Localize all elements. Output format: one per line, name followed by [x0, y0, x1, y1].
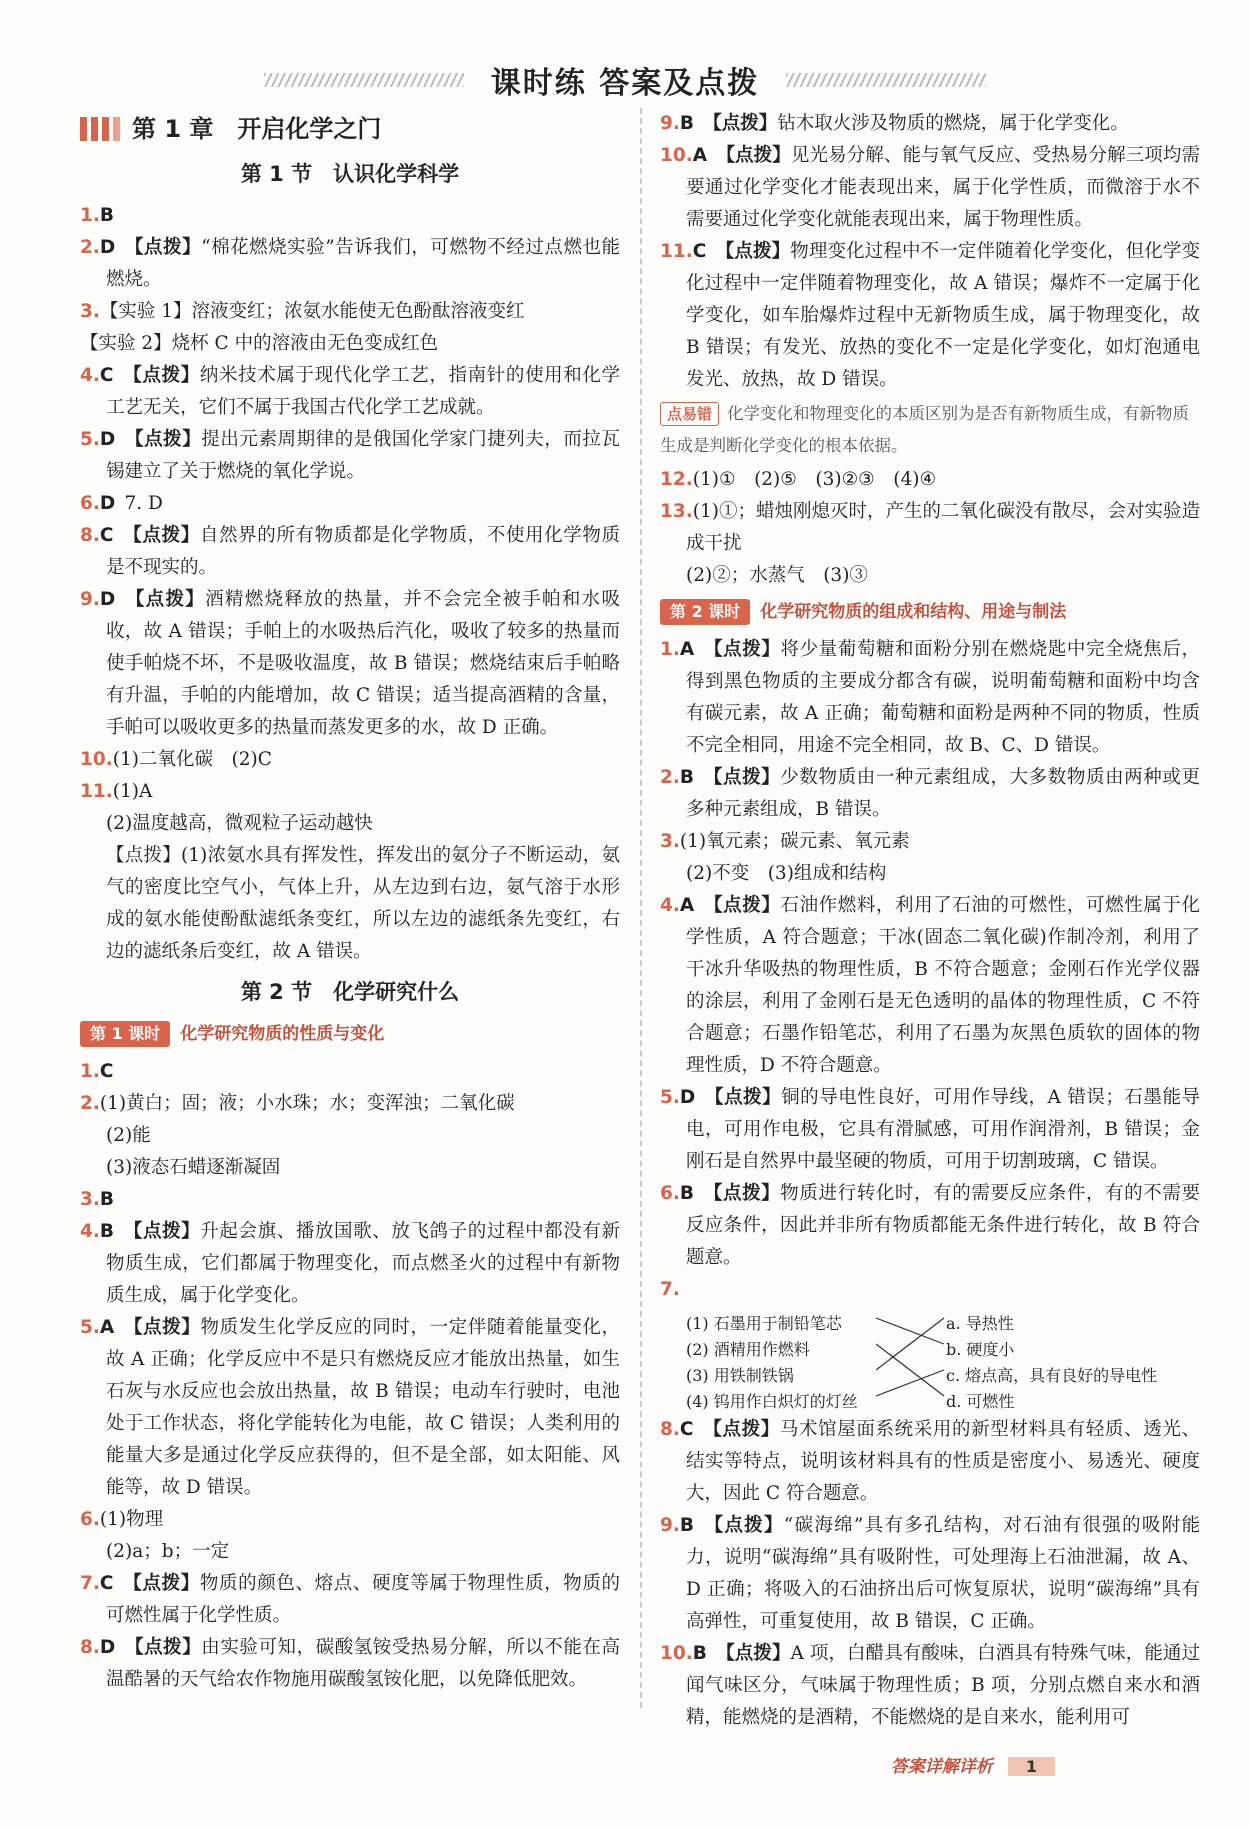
hint-label: 【点拨】 [122, 525, 200, 546]
answer-item [80, 744, 620, 776]
item-answer: D [679, 1087, 696, 1108]
chapter-bars-icon [80, 117, 120, 141]
match-left-4: (4) 钨用作白炽灯的灯丝 [686, 1392, 858, 1411]
item-answer: B [679, 767, 695, 788]
answer-item [80, 1504, 620, 1536]
item-number: 9. [660, 113, 680, 134]
item-answer: B [99, 205, 115, 226]
item-text: (1)黄白；固；液；小水珠；水；变浑浊；二氧化碳 [99, 1093, 515, 1114]
item-number: 13. [660, 501, 693, 522]
item-answer: B [99, 1189, 115, 1210]
error-tip [660, 398, 1200, 462]
item-number: 4. [80, 1221, 100, 1242]
answer-list [80, 1056, 620, 1120]
item-number: 8. [660, 1419, 680, 1440]
right-column [660, 108, 1200, 1734]
answer-item [660, 236, 1200, 396]
tip-text: 化学变化和物理变化的本质区别为是否有新物质生成，有新物质生成是判断化学变化的根本依据。 [660, 404, 1190, 455]
answer-item [80, 232, 620, 296]
item-number: 2. [660, 767, 680, 788]
answer-item [660, 1178, 1200, 1274]
answer-item [660, 1274, 1200, 1306]
answer-item [80, 200, 620, 232]
item-answer: C [692, 241, 707, 262]
answer-item [80, 360, 620, 424]
hint-label: 【点拨】 [124, 589, 206, 610]
lesson-heading [660, 596, 1200, 628]
match-line [876, 1344, 944, 1396]
item-answer: B [679, 113, 695, 134]
lesson-tag: 第 2 课时 [660, 599, 750, 625]
section-title: 第 2 节 化学研究什么 [240, 980, 460, 1004]
answer-item [80, 1056, 620, 1088]
item-number: 2. [80, 1093, 100, 1114]
item-number: 9. [80, 589, 100, 610]
item-text: (1)二氧化碳 (2)C [112, 749, 272, 770]
item-text: 【实验 2】烧杯 C 中的溶液由无色变成红色 [80, 333, 439, 354]
item-text: 物质进行转化时，有的需要反应条件，有的不需要反应条件，因此并非所有物质都能无条件进行转化，故 B 符合题意。 [686, 1183, 1200, 1268]
item-text: (1)物理 [99, 1509, 164, 1530]
item-text: (1)①；蜡烛刚熄灭时，产生的二氧化碳没有散尽，会对实验造成干扰 [686, 501, 1200, 554]
answer-list [660, 634, 1200, 858]
item-text: 将少量葡萄糖和面粉分别在燃烧匙中完全烧焦后，得到黑色物质的主要成分都含有碳，说明葡萄糖和面粉中均含有碳元素，故 A 正确；葡萄糖和面粉是两种不同的物质，性质不完全相同，用途不完全相同，故 B、C、D 错误。 [686, 639, 1200, 756]
answer-item [660, 634, 1200, 762]
item-answer: D [99, 493, 116, 514]
item-number: 6. [80, 1509, 100, 1530]
hint-label: 【点拨】 [703, 767, 781, 788]
item-text: “棉花燃烧实验”告诉我们，可燃物不经过点燃也能燃烧。 [106, 237, 620, 290]
answer-sub: (2)温度越高，微观粒子运动越快 [106, 813, 373, 834]
hint-label: 【点拨】 [124, 1637, 202, 1658]
hint-label: 【点拨】 [123, 1317, 201, 1338]
item-text: 由实验可知，碳酸氢铵受热易分解，所以不能在高温酷暑的天气给农作物施用碳酸氢铵化肥，以免降低肥效。 [106, 1637, 620, 1690]
answer-item [80, 1184, 620, 1216]
decorative-hatch [786, 73, 986, 87]
item-number: 8. [80, 1637, 100, 1658]
item-text: 升起会旗、播放国歌、放飞鸽子的过程中都没有新物质生成，它们都属于物理变化，而点燃圣火的过程中有新物质生成，属于化学变化。 [106, 1221, 620, 1306]
answer-sub: (2)a；b；一定 [106, 1541, 230, 1562]
answer-item [660, 826, 1200, 858]
item-answer: A [692, 145, 708, 166]
answer-tip: 【点拨】(1)浓氨水具有挥发性，挥发出的氨分子不断运动，氨气的密度比空气小，气体上升，从左边到右边，氨气溶于水形成的氨水能使酚酞滤纸条变红，所以左边的滤纸条先变红，右边的滤纸条后变红，故 A 错误。 [106, 845, 620, 962]
answer-sub: (2)能 [106, 1125, 151, 1146]
hint-label: 【点拨】 [704, 1087, 782, 1108]
match-right-d: d. 可燃性 [946, 1392, 1015, 1411]
item-number: 5. [80, 1317, 100, 1338]
item-number: 6. [660, 1183, 680, 1204]
item-number: 7. [80, 1573, 100, 1594]
answer-list [660, 108, 1200, 396]
answer-item [80, 296, 620, 328]
answer-item [660, 108, 1200, 140]
item-text: 物质的颜色、熔点、硬度等属于物理性质，物质的可燃性属于化学性质。 [106, 1573, 620, 1626]
item-answer: D [99, 1637, 116, 1658]
match-right-c: c. 熔点高，具有良好的导电性 [946, 1366, 1158, 1385]
hint-label: 【点拨】 [716, 145, 791, 166]
page-number: 1 [1008, 1757, 1055, 1776]
item-text: 钻木取火涉及物质的燃烧，属于化学变化。 [777, 113, 1129, 134]
item-answer: D [99, 429, 116, 450]
item-number: 3. [80, 301, 100, 322]
item-number: 8. [80, 525, 100, 546]
match-line [876, 1318, 944, 1370]
lesson-title: 化学研究物质的性质与变化 [180, 1024, 385, 1044]
item-number: 3. [80, 1189, 100, 1210]
hint-label: 【点拨】 [124, 429, 202, 450]
hint-label: 【点拨】 [703, 1515, 784, 1536]
answer-item [660, 1414, 1200, 1510]
column-divider [640, 108, 642, 1708]
answer-item [80, 488, 620, 520]
answer-list [660, 464, 1200, 560]
hint-label: 【点拨】 [716, 1643, 791, 1664]
item-number: 4. [80, 365, 100, 386]
answer-list [80, 1568, 620, 1696]
hint-label: 【点拨】 [123, 1221, 201, 1242]
item-number: 1. [80, 1061, 100, 1082]
item-number: 10. [80, 749, 113, 770]
lesson-title: 化学研究物质的组成和结构、用途与制法 [760, 602, 1067, 622]
item-text: 马术馆屋面系统采用的新型材料具有轻质、透光、结实等特点，说明该材料具有的性质是密度小、易透光、硬度大，因此 C 符合题意。 [686, 1419, 1200, 1504]
item-answer: C [99, 1573, 114, 1594]
answer-list [80, 200, 620, 808]
item-number: 12. [660, 469, 693, 490]
answer-item [80, 520, 620, 584]
item-number: 7. [660, 1279, 680, 1300]
item-text: 自然界的所有物质都是化学物质，不使用化学物质是不现实的。 [106, 525, 620, 578]
item-answer: A [99, 1317, 115, 1338]
item-text: 7. D [124, 493, 163, 514]
item-text: 少数物质由一种元素组成，大多数物质由两种或更多种元素组成，B 错误。 [686, 767, 1200, 820]
item-answer: C [679, 1419, 694, 1440]
matching-diagram [686, 1308, 1200, 1412]
answer-item [660, 496, 1200, 560]
answer-item [80, 328, 620, 360]
item-text: 物质发生化学反应的同时，一定伴随着能量变化，故 A 正确；化学反应中不是只有燃烧反应才能放出热量，如生石灰与水反应也会放出热量，故 B 错误；电动车行驶时，电池处于工作状态，将化学能转化为电能，故 C 错误；人类利用的能量大多是通过化学反应获得的，但不是全部，如太阳能、风能等，故 D 错误。 [106, 1317, 620, 1498]
item-answer: C [99, 525, 114, 546]
item-text: 石油作燃料，利用了石油的可燃性，可燃性属于化学性质，A 符合题意；干冰(固态二氧化碳)作制冷剂，利用了干冰升华吸热的物理性质，B 不符合题意；金刚石作光学仪器的涂层，利用了金刚石是无色透明的晶体的物理性质，C 不符合题意；石墨作铅笔芯，利用了石墨为灰黑色质软的固体的物理性质，D 不符合题意。 [686, 895, 1200, 1076]
item-number: 5. [660, 1087, 680, 1108]
hint-label: 【点拨】 [122, 1573, 200, 1594]
item-text: (1)A [112, 781, 153, 802]
item-answer: B [99, 1221, 115, 1242]
section-title: 第 1 节 认识化学科学 [240, 162, 460, 186]
answer-item [80, 1632, 620, 1696]
item-number: 5. [80, 429, 100, 450]
match-left-3: (3) 用铁制铁锅 [686, 1366, 794, 1385]
answer-item [660, 1510, 1200, 1638]
item-text: 见光易分解、能与氧气反应、受热易分解三项均需要通过化学变化才能表现出来，属于化学性质，而微溶于水不需要通过化学变化就能表现出来，属于物理性质。 [686, 145, 1200, 230]
page-footer [891, 1752, 1055, 1777]
answer-item [80, 584, 620, 744]
page-title: 课时练 答案及点拨 [490, 66, 760, 101]
item-answer: A [679, 639, 695, 660]
tip-badge: 点易错 [660, 402, 719, 426]
item-number: 3. [660, 831, 680, 852]
item-number: 2. [80, 237, 100, 258]
item-text: 物理变化过程中不一定伴随着化学变化，但化学变化过程中一定伴随着物理变化，故 A 错误；爆炸不一定属于化学变化，如车胎爆炸过程中无新物质生成，属于物理变化，故 B 错误；有发光、放热的变化不一定是化学变化，如灯泡通电发光、放热，故 D 错误。 [686, 241, 1200, 390]
hint-label: 【点拨】 [702, 1419, 780, 1440]
page-header [0, 58, 1250, 102]
item-number: 11. [80, 781, 113, 802]
lesson-tag: 第 1 课时 [80, 1021, 170, 1047]
match-right-b: b. 硬度小 [946, 1340, 1015, 1359]
hint-label: 【点拨】 [703, 895, 781, 916]
answer-item [660, 464, 1200, 496]
answer-item [80, 1216, 620, 1312]
item-answer: A [679, 895, 695, 916]
answer-item [660, 1082, 1200, 1178]
hint-label: 【点拨】 [124, 237, 202, 258]
answer-list [660, 1414, 1200, 1734]
match-left-1: (1) 石墨用于制铅笔芯 [686, 1314, 842, 1333]
item-text: 铜的导电性良好，可用作导线，A 错误；石墨能导电，可用作电极，它具有滑腻感，可用作润滑剂，B 错误；金刚石是自然界中最坚硬的物质，可用于切割玻璃，C 错误。 [686, 1087, 1200, 1172]
item-answer: D [99, 237, 116, 258]
hint-label: 【点拨】 [703, 1183, 781, 1204]
match-line [876, 1370, 944, 1396]
item-answer: C [99, 1061, 114, 1082]
item-answer: B [692, 1643, 707, 1664]
item-number: 4. [660, 895, 680, 916]
answer-item [80, 1568, 620, 1632]
match-line [876, 1318, 944, 1344]
chapter-heading [80, 108, 620, 150]
item-text: “碳海绵”具有多孔结构，对石油有很强的吸附能力，说明“碳海绵”具有吸附性，可处理海上石油泄漏，故 A、D 正确；将吸入的石油挤出后可恢复原状，说明“碳海绵”具有高弹性，可重复使用，故 B 错误，C 正确。 [686, 1515, 1200, 1632]
item-text: 【实验 1】溶液变红；浓氨水能使无色酚酞溶液变红 [99, 301, 525, 322]
answer-item [660, 890, 1200, 1082]
answer-item [80, 1088, 620, 1120]
item-answer: C [99, 365, 114, 386]
item-text: 酒精燃烧释放的热量，并不会完全被手帕和水吸收，故 A 错误；手帕上的水吸热后汽化，吸收了较多的热量而使手帕烧不坏，不是吸收温度，故 B 错误；燃烧结束后手帕略有升温，手帕的内能增加，故 C 错误；适当提高酒精的含量，手帕可以吸收更多的热量而蒸发更多的水，故 D 正确。 [106, 589, 620, 738]
hint-label: 【点拨】 [703, 639, 781, 660]
item-number: 9. [660, 1515, 680, 1536]
lesson-heading [80, 1018, 620, 1050]
footer-text: 答案详解详析 [890, 1757, 993, 1777]
item-text: (1)① (2)⑤ (3)②③ (4)④ [692, 469, 937, 490]
left-column [80, 108, 620, 1696]
hint-label: 【点拨】 [715, 241, 791, 262]
item-number: 10. [660, 145, 693, 166]
match-left-2: (2) 酒精用作燃料 [686, 1340, 810, 1359]
hint-label: 【点拨】 [703, 113, 778, 134]
answer-sub: (3)液态石蜡逐渐凝固 [106, 1157, 281, 1178]
item-number: 11. [660, 241, 693, 262]
item-answer: B [679, 1183, 695, 1204]
answer-sub: (2)②；水蒸气 (3)③ [686, 565, 868, 586]
chapter-title: 第 1 章 开启化学之门 [132, 115, 382, 143]
answer-item [660, 1638, 1200, 1734]
item-text: 纳米技术属于现代化学工艺，指南针的使用和化学工艺无关，它们不属于我国古代化学工艺成就。 [106, 365, 620, 418]
answer-list [660, 890, 1200, 1274]
item-number: 6. [80, 493, 100, 514]
decorative-hatch [264, 73, 464, 87]
answer-item [80, 776, 620, 808]
match-lines [876, 1308, 946, 1412]
answer-item [660, 140, 1200, 236]
item-text: A 项，白醋具有酸味，白酒具有特殊气味，能通过闻气味区分，气味属于物理性质；B 项，分别点燃自来水和酒精，能燃烧的是酒精，不能燃烧的是自来水，能利用可 [686, 1643, 1200, 1728]
item-answer: D [99, 589, 116, 610]
item-text: 提出元素周期律的是俄国化学家门捷列夫，而拉瓦锡建立了关于燃烧的氧化学说。 [106, 429, 620, 482]
item-text: (1)氧元素；碳元素、氧元素 [679, 831, 910, 852]
item-number: 1. [660, 639, 680, 660]
answer-list [80, 1184, 620, 1536]
answer-item [80, 1312, 620, 1504]
answer-item [80, 424, 620, 488]
item-number: 10. [660, 1643, 693, 1664]
item-answer: B [679, 1515, 695, 1536]
answer-item [660, 762, 1200, 826]
match-right-a: a. 导热性 [946, 1314, 1014, 1333]
answer-sub: (2)不变 (3)组成和结构 [686, 863, 887, 884]
item-number: 1. [80, 205, 100, 226]
hint-label: 【点拨】 [122, 365, 200, 386]
